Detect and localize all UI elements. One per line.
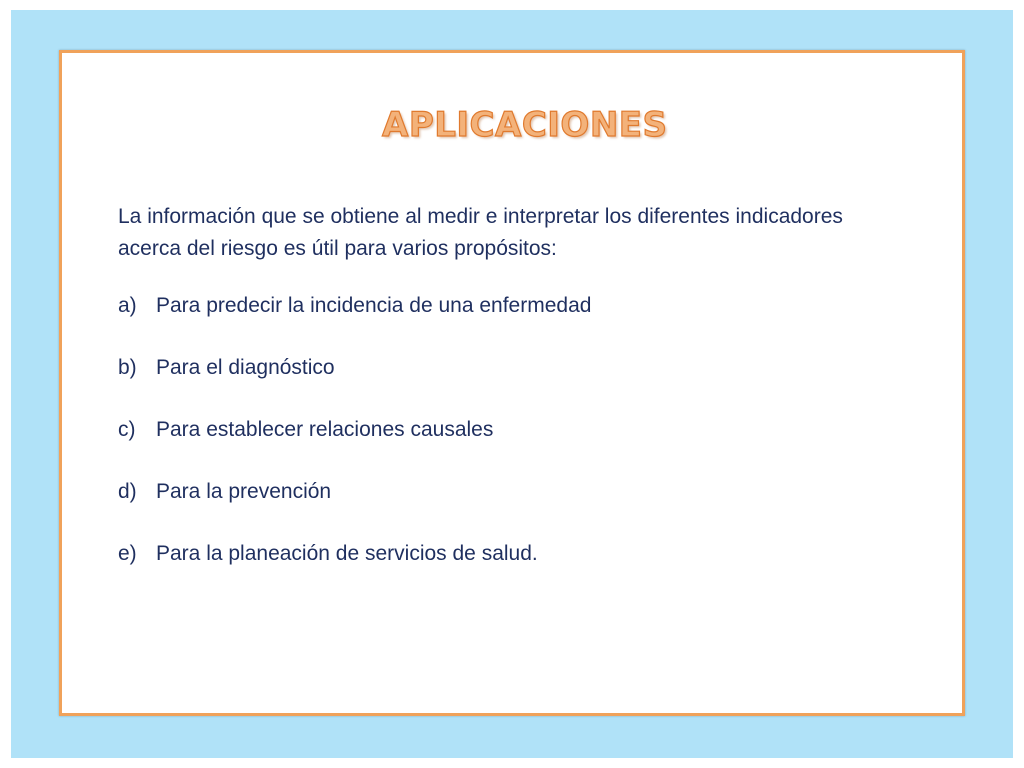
list-item-marker: e) — [118, 542, 137, 565]
list-item — [118, 539, 898, 601]
list-item-text: Para la planeación de servicios de salud. — [156, 542, 538, 565]
intro-paragraph: La información que se obtiene al medir e interpretar los diferentes indicadores acerca del riesgo es útil para varios propósitos: — [118, 205, 843, 260]
list-item — [118, 291, 898, 353]
list-item-text: Para establecer relaciones causales — [156, 418, 494, 441]
list-item-marker: c) — [118, 418, 136, 441]
list-item-text: Para el diagnóstico — [156, 356, 335, 379]
purpose-list — [118, 291, 898, 601]
list-item — [118, 477, 898, 539]
slide-frame — [11, 10, 1013, 758]
list-item — [118, 353, 898, 415]
list-item-text: Para la prevención — [156, 480, 332, 503]
list-item-marker: b) — [118, 356, 137, 379]
list-item-text: Para predecir la incidencia de una enfermedad — [156, 294, 592, 317]
list-item-marker: a) — [118, 294, 137, 317]
content-card — [59, 50, 965, 716]
slide-title: APLICACIONES — [382, 105, 668, 145]
list-item — [118, 415, 898, 477]
list-item-marker: d) — [118, 480, 137, 503]
